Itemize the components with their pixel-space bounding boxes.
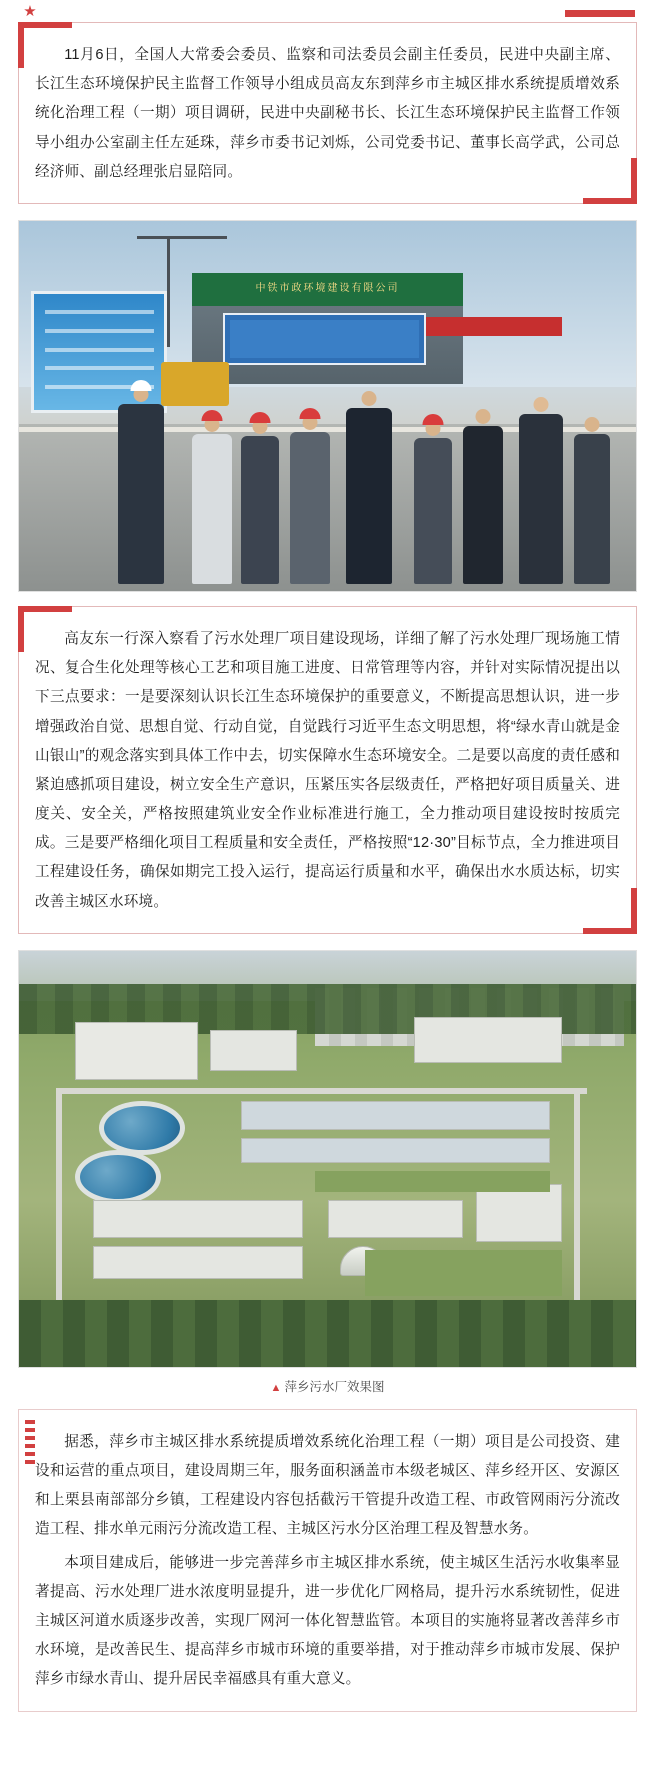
figure-caption — [18, 1377, 637, 1395]
photo-circular-tank — [99, 1101, 185, 1155]
photo-office-building — [75, 1022, 198, 1080]
photo-excavator — [161, 362, 229, 406]
photo-road — [56, 1088, 62, 1304]
photo-road — [56, 1088, 587, 1094]
photo-lawn — [365, 1250, 562, 1296]
paragraph-intro: 11月6日，全国人大常委会委员、监察和司法委员会副主任委员，民进中央副主席、长江生态环境保护民主监督工作领导小组成员高友东到萍乡市主城区排水系统提质增效系统化治理工程（一期）项目调研，民进中央副秘书长、长江生态环境保护民主监督工作领导小组办公室副主任左延珠，萍乡市委书记刘烁，公司党委书记、董事长高学武，公司总经济师、副总经理张启显陪同。 — [35, 47, 620, 180]
text-card-requirements — [18, 606, 637, 934]
red-bar-decoration — [565, 10, 635, 17]
text-card-project-details — [18, 1409, 637, 1712]
photo-person — [574, 434, 610, 584]
photo-plant-rendering — [18, 950, 637, 1368]
photo-lawn — [315, 1171, 549, 1192]
photo-office-building — [210, 1030, 296, 1072]
photo-person — [463, 426, 503, 584]
triangle-marker-icon: ▲ — [270, 1381, 282, 1394]
paragraph-project-scope: 据悉，萍乡市主城区排水系统提质增效系统化治理工程（一期）项目是公司投资、建设和运营的重点项目，建设周期三年，服务面积涵盖市本级老城区、萍乡经开区、安源区和上栗县南部部分乡镇，工程建设内容包括截污干管提升改造工程、市政管网雨污分流改造工程、排水单元雨污分流改造工程、主城区污水分区治理工程及智慧水务。 — [35, 1433, 620, 1538]
card-corner-decoration — [583, 928, 637, 934]
photo-person — [192, 434, 232, 584]
photo-person — [118, 404, 164, 584]
photo-plant-hall — [328, 1200, 464, 1237]
photo-treatment-basin — [241, 1101, 550, 1130]
photo-tree-line — [19, 1300, 636, 1367]
photo-plant-hall — [93, 1246, 303, 1279]
card-corner-decoration — [631, 158, 637, 204]
top-decoration — [0, 0, 655, 22]
photo-project-sign — [223, 313, 427, 365]
photo-circular-tank — [75, 1150, 161, 1204]
text-card-intro — [18, 22, 637, 204]
photo-banner-text: 中铁市政环境建设有限公司 — [192, 273, 463, 306]
figure-caption-text: 萍乡污水厂效果图 — [284, 1379, 385, 1394]
card-corner-decoration — [583, 198, 637, 204]
photo-crane — [167, 236, 170, 347]
photo-person — [519, 414, 563, 584]
photo-road — [574, 1088, 580, 1304]
paragraph-project-benefits: 本项目建成后，能够进一步完善萍乡市主城区排水系统，使主城区生活污水收集率显著提高、污水处理厂进水浓度明显提升，进一步优化厂网格局，提升污水系统韧性，促进主城区河道水质逐步改善，实现厂网河一体化智慧监管。本项目的实施将显著改善萍乡市水环境，是改善民生、提高萍乡市城市环境的重要举措，对于推动萍乡市城市发展、保护萍乡市绿水青山、提升居民幸福感具有重大意义。 — [35, 1554, 620, 1688]
photo-person — [290, 432, 330, 584]
photo-treatment-basin — [241, 1138, 550, 1163]
figure-site-visit — [18, 220, 637, 592]
photo-person — [241, 436, 279, 584]
card-corner-decoration — [631, 888, 637, 934]
figure-plant-rendering — [18, 950, 637, 1395]
photo-person-leader — [346, 408, 392, 584]
photo-plant-hall — [93, 1200, 303, 1237]
photo-site-visit — [18, 220, 637, 592]
photo-plant-hall — [476, 1184, 562, 1242]
paragraph-requirements: 高友东一行深入察看了污水处理厂项目建设现场，详细了解了污水处理厂现场施工情况、复合生化处理等核心工艺和项目施工进度、日常管理等内容，并针对实际情况提出以下三点要求：一是要深刻认识长江生态环境保护的重要意义，不断提高思想认识，进一步增强政治自觉、思想自觉、行动自觉，自觉践行习近平生态文明思想，将“绿水青山就是金山银山”的观念落实到具体工作中去，切实保障水生态环境安全。二是要以高度的责任感和紧迫感抓项目建设，树立安全生产意识，压紧压实各层级责任，严格把好项目质量关、进度关、安全关，严格按照建筑业安全作业标准进行施工，全力推动项目建设按时按质完成。三是要严格细化项目工程质量和安全责任，严格按照“12·30”目标节点，全力推进项目工程建设任务，确保如期完工投入运行，提高运行质量和水平，确保出水水质达标，切实改善主城区水环境。 — [35, 630, 620, 910]
photo-person — [414, 438, 452, 584]
photo-office-building — [414, 1017, 562, 1063]
photo-red-banner — [426, 317, 562, 336]
star-icon: ★ — [23, 3, 37, 20]
